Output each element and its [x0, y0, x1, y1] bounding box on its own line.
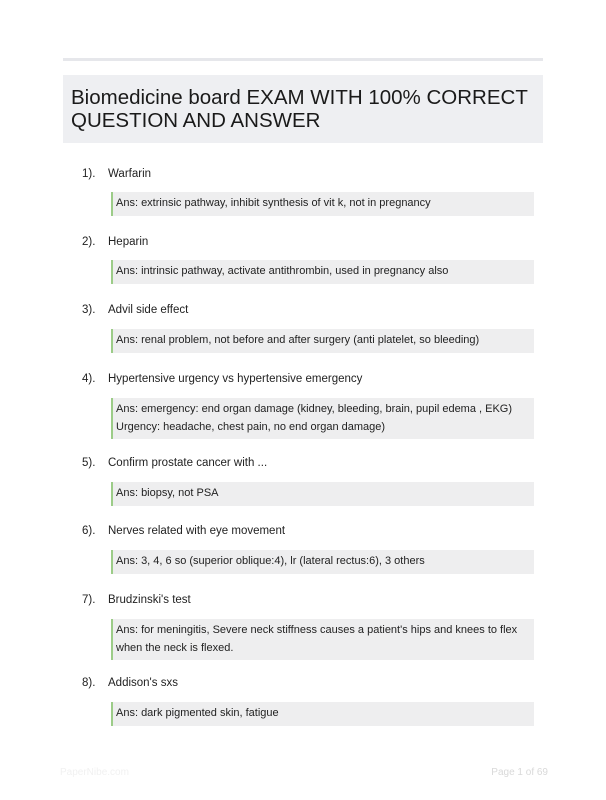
question-text: Warfarin	[108, 168, 152, 180]
question-number: 3).	[82, 304, 96, 316]
top-divider	[63, 58, 543, 61]
question-number: 4).	[82, 373, 96, 385]
document-title: Biomedicine board EXAM WITH 100% CORRECT QUESTION AND ANSWER	[71, 86, 528, 132]
question-text: Nerves related with eye movement	[108, 525, 286, 537]
question-text: Heparin	[108, 236, 149, 248]
answer-box: Ans: intrinsic pathway, activate antithrombin, used in pregnancy also	[111, 260, 534, 284]
footer-source: PaperNibe.com	[60, 767, 129, 778]
question-number: 8).	[82, 677, 96, 689]
answer-box: Ans: dark pigmented skin, fatigue	[111, 702, 534, 726]
answer-box: Ans: extrinsic pathway, inhibit synthesis of vit k, not in pregnancy	[111, 192, 534, 216]
answer-box: Ans: biopsy, not PSA	[111, 482, 534, 506]
answer-box: Ans: renal problem, not before and after surgery (anti platelet, so bleeding)	[111, 329, 534, 353]
answer-box: Ans: 3, 4, 6 so (superior oblique:4), lr (lateral rectus:6), 3 others	[111, 550, 534, 574]
question-number: 2).	[82, 236, 96, 248]
page-number: Page 1 of 69	[491, 767, 548, 778]
question-number: 6).	[82, 525, 96, 537]
question-text: Advil side effect	[108, 304, 189, 316]
answer-box: Ans: emergency: end organ damage (kidney, bleeding, brain, pupil edema , EKG) Urgency: headache, chest pain, no end organ damage)	[111, 398, 534, 439]
answer-box: Ans: for meningitis, Severe neck stiffness causes a patient's hips and knees to flex when the neck is flexed.	[111, 619, 534, 660]
question-number: 7).	[82, 594, 96, 606]
question-text: Confirm prostate cancer with ...	[108, 457, 268, 469]
question-number: 1).	[82, 168, 96, 180]
question-text: Addison's sxs	[108, 677, 178, 689]
question-text: Brudzinski's test	[108, 594, 191, 606]
title-banner	[63, 75, 543, 143]
question-text: Hypertensive urgency vs hypertensive emergency	[108, 373, 363, 385]
question-number: 5).	[82, 457, 96, 469]
